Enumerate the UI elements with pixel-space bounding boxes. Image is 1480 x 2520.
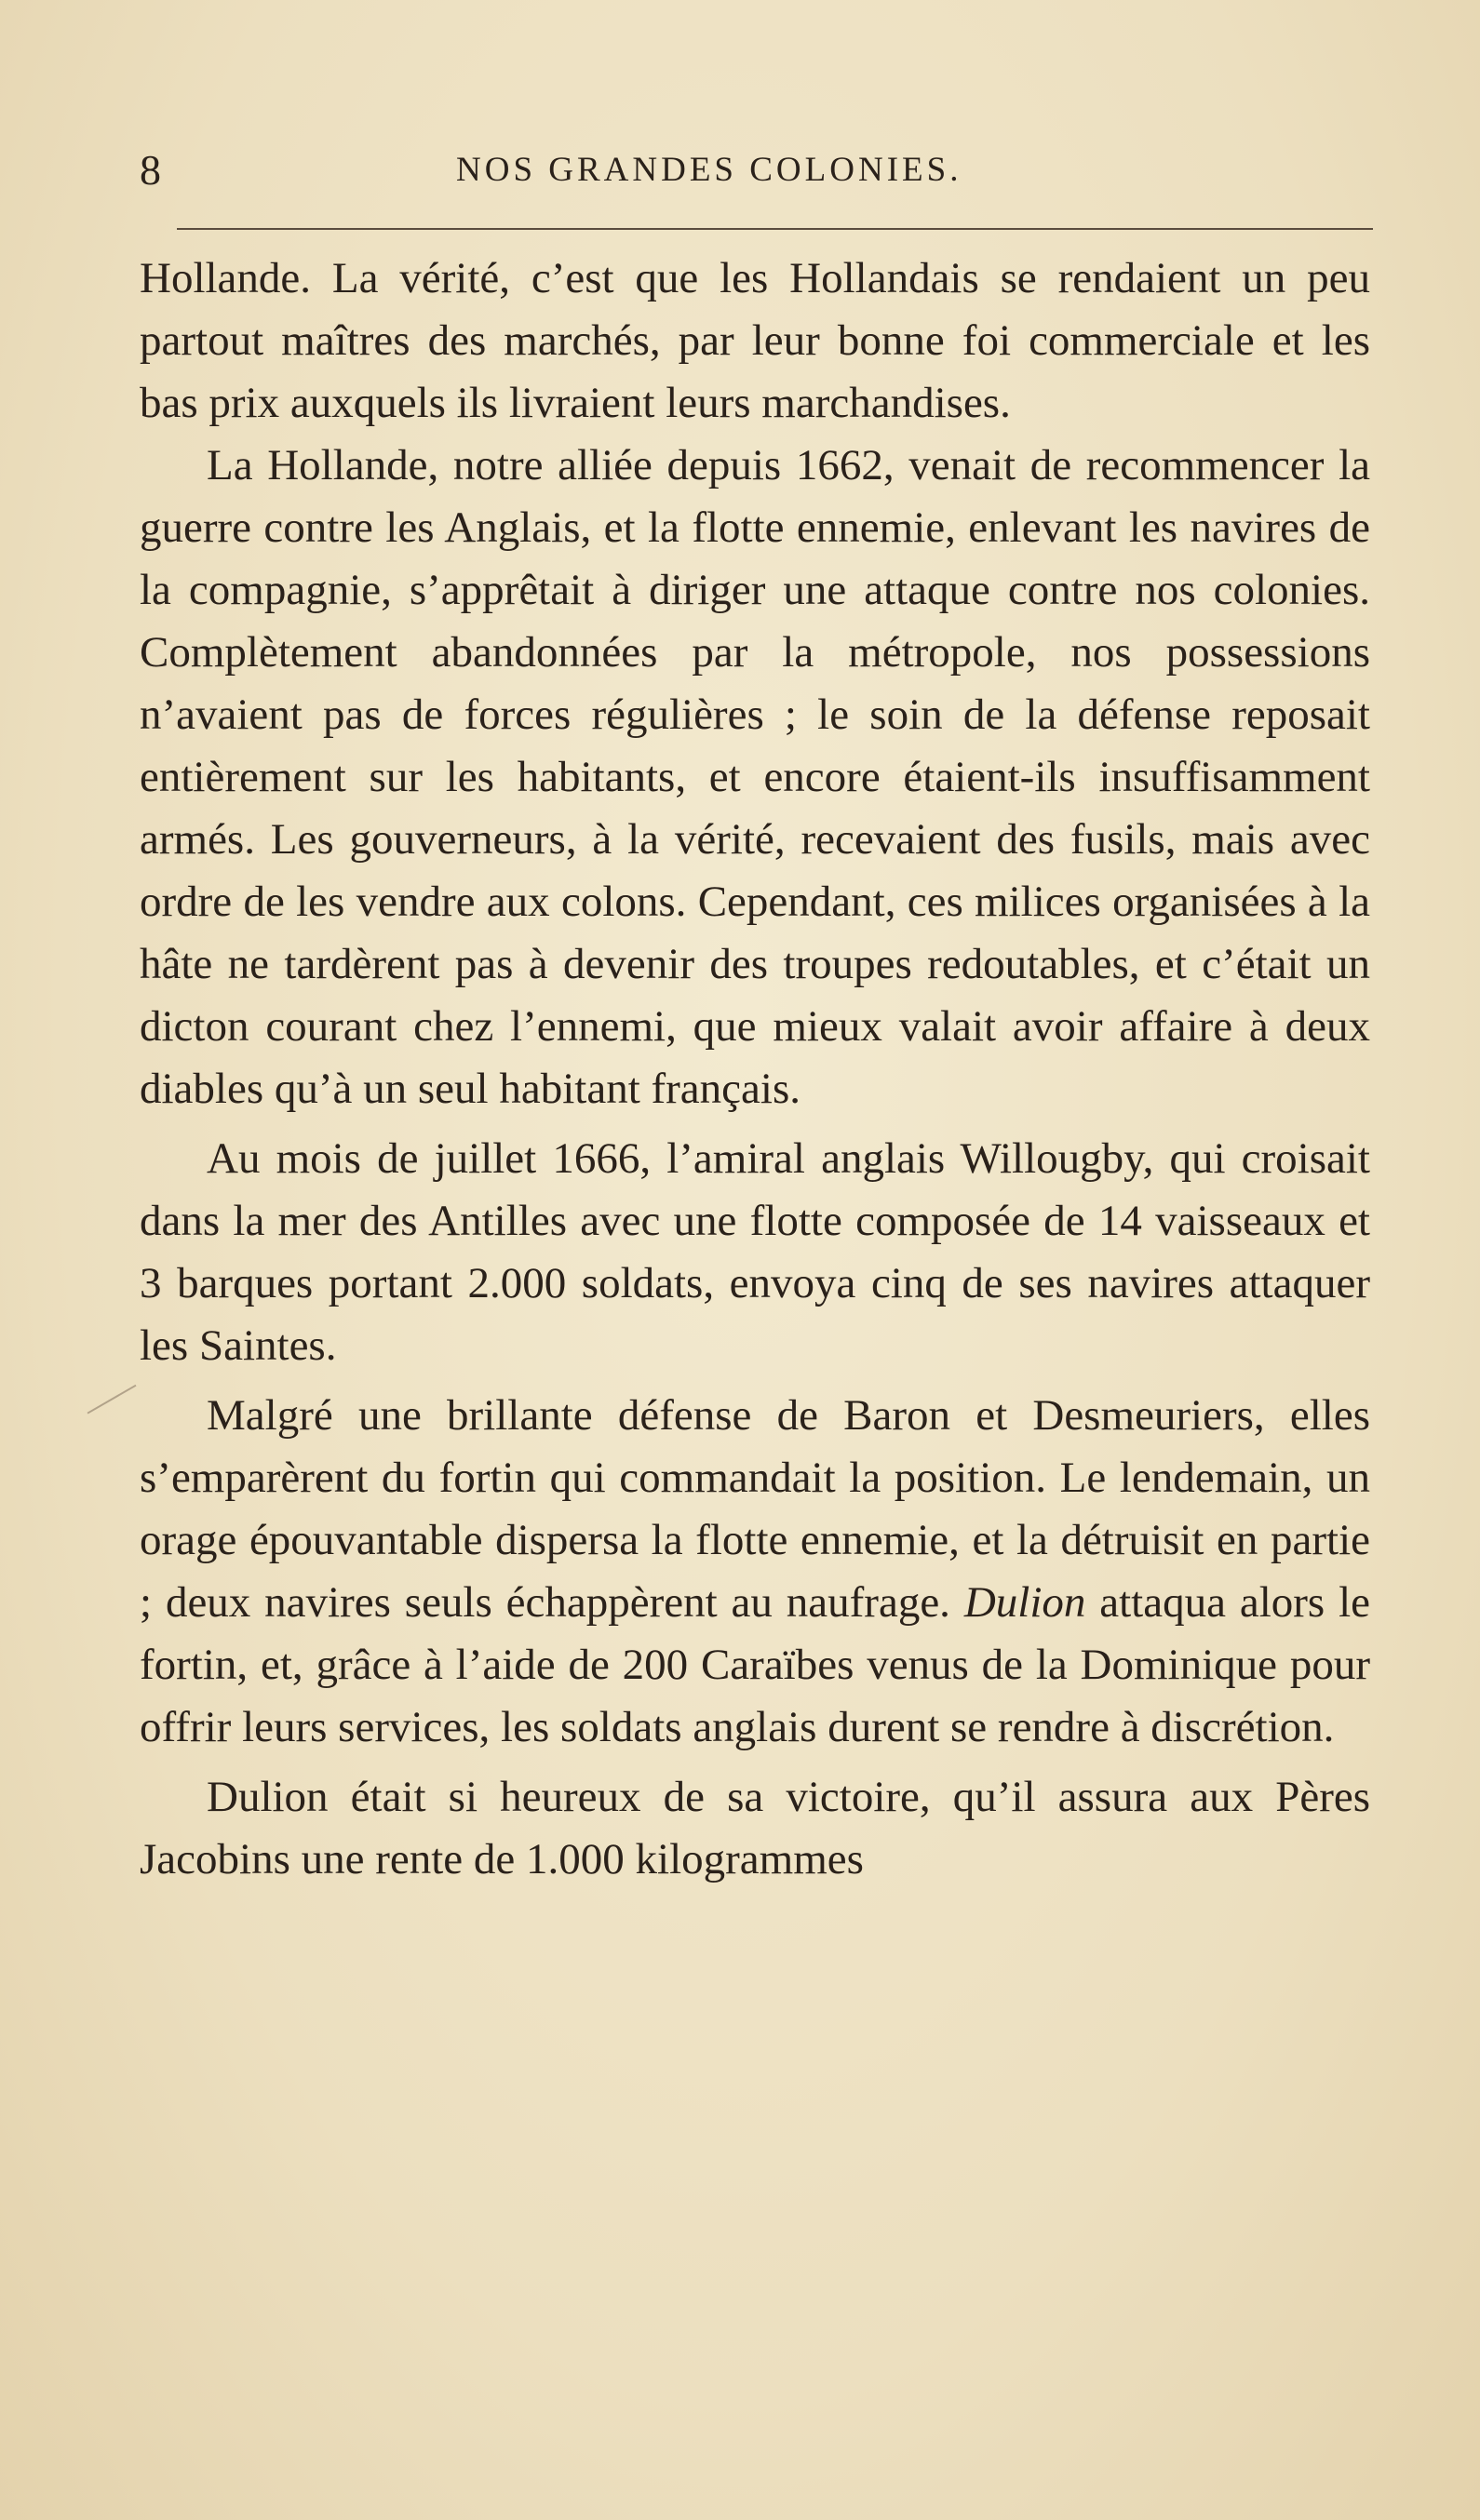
- running-title: NOS GRANDES COLONIES.: [456, 151, 962, 189]
- paragraph-1: Hollande. La vérité, c’est que les Hollandais se rendaient un peu partout maîtres des marchés, par leur bonne foi commerciale et les bas prix auxquels ils livraient leurs marchandises.: [140, 254, 1370, 427]
- paragraph-5: Dulion était si heureux de sa victoire, qu’il assura aux Pères Jacobins une rente de 1.000 kilogrammes: [140, 1773, 1370, 1883]
- page-number: 8: [140, 146, 161, 194]
- paragraph-4-text-start: Malgré une brillante défense de Baron et Desmeuriers, elles s’emparèrent du fortin qui commandait la position. Le lendemain, un orage épouvantable dispersa la flotte ennemie, et la détruisit en partie ; deux navires seuls échappèrent au naufrage.: [140, 1391, 1370, 1627]
- paragraph-2: La Hollande, notre alliée depuis 1662, venait de recommencer la guerre contre les Anglais, et la flotte ennemie, enlevant les navires de la compagnie, s’apprêtait à diriger une attaque contre nos colonies. Complètement abandonnées par la métropole, nos possessions n’avaient pas de forces régulières ; le soin de la défense reposait entièrement sur les habitants, et encore étaient-ils insuffisamment armés. Les gouverneurs, à la vérité, recevaient des fusils, mais avec ordre de les vendre aux colons. Cependant, ces milices organisées à la hâte ne tardèrent pas à devenir des troupes redoutables, et c’était un dicton courant chez l’ennemi, que mieux valait avoir affaire à deux diables qu’à un seul habitant français.: [140, 441, 1370, 1113]
- italic-name-dulion: Dulion: [963, 1578, 1086, 1627]
- body-text: [140, 248, 1370, 1891]
- header-rule: [177, 228, 1373, 230]
- page-header: [140, 138, 1331, 203]
- paragraph-4-text-end: attaqua alors le fortin, et, grâce à l’aide de 200 Caraïbes venus de la Dominique pour offrir leurs services, les soldats anglais durent se rendre à discrétion.: [140, 1578, 1370, 1751]
- paragraph-4: [140, 1385, 1370, 1759]
- paragraph-3: Au mois de juillet 1666, l’amiral anglais Willougby, qui croisait dans la mer des Antilles avec une flotte composée de 14 vaisseaux et 3 barques portant 2.000 soldats, envoya cinq de ses navires attaquer les Saintes.: [140, 1134, 1370, 1370]
